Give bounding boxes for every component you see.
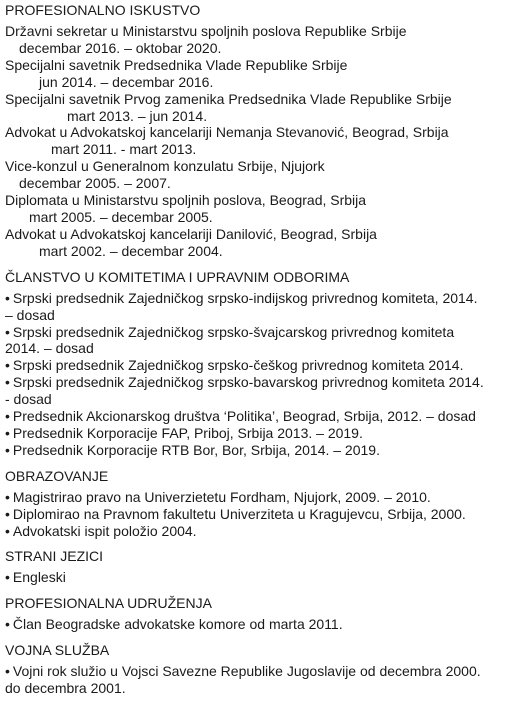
list-item: • Predsednik Akcionarskog društva ‘Politika’, Beograd, Srbija, 2012. – dosad xyxy=(5,408,527,425)
text-line: 2014. – dosad xyxy=(5,340,94,357)
text-line: do decembra 2001. xyxy=(5,680,126,697)
text-line: mart 2005. – decembar 2005. xyxy=(29,208,213,225)
cv-document xyxy=(5,2,527,706)
text-line: - dosad xyxy=(5,391,52,408)
section-experience xyxy=(5,2,527,260)
section-languages xyxy=(5,548,527,586)
section-heading-experience: PROFESIONALNO ISKUSTVO xyxy=(5,2,201,18)
text-line: Specijalni savetnik Prvog zamenika Predsednika Vlade Republike Srbije xyxy=(5,90,452,107)
text-line: Specijalni savetnik Predsednika Vlade Republike Srbije xyxy=(5,56,348,73)
section-heading-languages: STRANI JEZICI xyxy=(5,548,104,565)
list-item: • Magistrirao pravo na Univerzietetu Fordham, Njujork, 2009. – 2010. xyxy=(5,489,527,506)
section-education xyxy=(5,468,527,540)
text-line: Vice-konzul u Generalnom konzulatu Srbije, Njujork xyxy=(5,158,325,175)
section-military xyxy=(5,642,527,697)
education-list xyxy=(5,489,527,540)
list-item: • Srpski predsednik Zajedničkog srpsko-bavarskog privrednog komiteta 2014. xyxy=(5,374,527,391)
list-item: • Srpski predsednik Zajedničkog srpsko-indijskog privrednog komiteta, 2014. xyxy=(5,290,527,307)
list-item: • Član Beogradske advokatske komore od marta 2011. xyxy=(5,616,527,633)
list-item: • Srpski predsednik Zajedničkog srpsko-češkog privrednog komiteta 2014. xyxy=(5,357,527,374)
section-associations xyxy=(5,595,527,633)
text-line: decembar 2016. – oktobar 2020. xyxy=(19,39,222,56)
text-line: Advokat u Advokatskoj kancelariji Nemanja Stevanović, Beograd, Srbija xyxy=(5,124,449,141)
list-item: • Predsednik Korporacije RTB Bor, Bor, Srbija, 2014. – 2019. xyxy=(5,442,527,459)
military-list xyxy=(5,663,527,697)
section-heading-associations: PROFESIONALNA UDRUŽENJA xyxy=(5,595,212,612)
experience-list xyxy=(5,23,527,260)
list-item: • Advokatski ispit položio 2004. xyxy=(5,523,527,540)
text-line: – dosad xyxy=(5,306,55,323)
text-line: Diplomata u Ministarstvu spoljnih poslova, Beograd, Srbija xyxy=(5,192,367,209)
text-line: mart 2002. – decembar 2004. xyxy=(39,242,223,259)
list-item: • Srpski predsednik Zajedničkog srpsko-švajcarskog privrednog komiteta xyxy=(5,324,527,341)
list-item: • Engleski xyxy=(5,569,527,586)
section-heading-military: VOJNA SLUŽBA xyxy=(5,642,110,659)
text-line: mart 2013. – jun 2014. xyxy=(67,107,208,124)
section-committees xyxy=(5,269,527,459)
associations-list xyxy=(5,616,527,633)
text-line: Advokat u Advokatskoj kancelariji Danilović, Beograd, Srbija xyxy=(5,225,377,242)
list-item: • Predsednik Korporacije FAP, Priboj, Srbija 2013. – 2019. xyxy=(5,425,527,442)
languages-list xyxy=(5,569,527,586)
committees-list xyxy=(5,290,527,459)
text-line: Državni sekretar u Ministarstvu spoljnih poslova Republike Srbije xyxy=(5,23,407,39)
section-heading-education: OBRAZOVANJE xyxy=(5,467,109,484)
list-item: • Diplomirao na Pravnom fakultetu Univerziteta u Kragujevcu, Srbija, 2000. xyxy=(5,506,527,523)
text-line: mart 2011. - mart 2013. xyxy=(51,141,197,158)
text-line: decembar 2005. – 2007. xyxy=(19,175,171,192)
list-item: • Vojni rok služio u Vojsci Savezne Republike Jugoslavije od decembra 2000. xyxy=(5,663,527,680)
section-heading-committees: ČLANSTVO U KOMITETIMA I UPRAVNIM ODBORIMA xyxy=(5,268,350,285)
text-line: jun 2014. – decembar 2016. xyxy=(39,73,214,90)
